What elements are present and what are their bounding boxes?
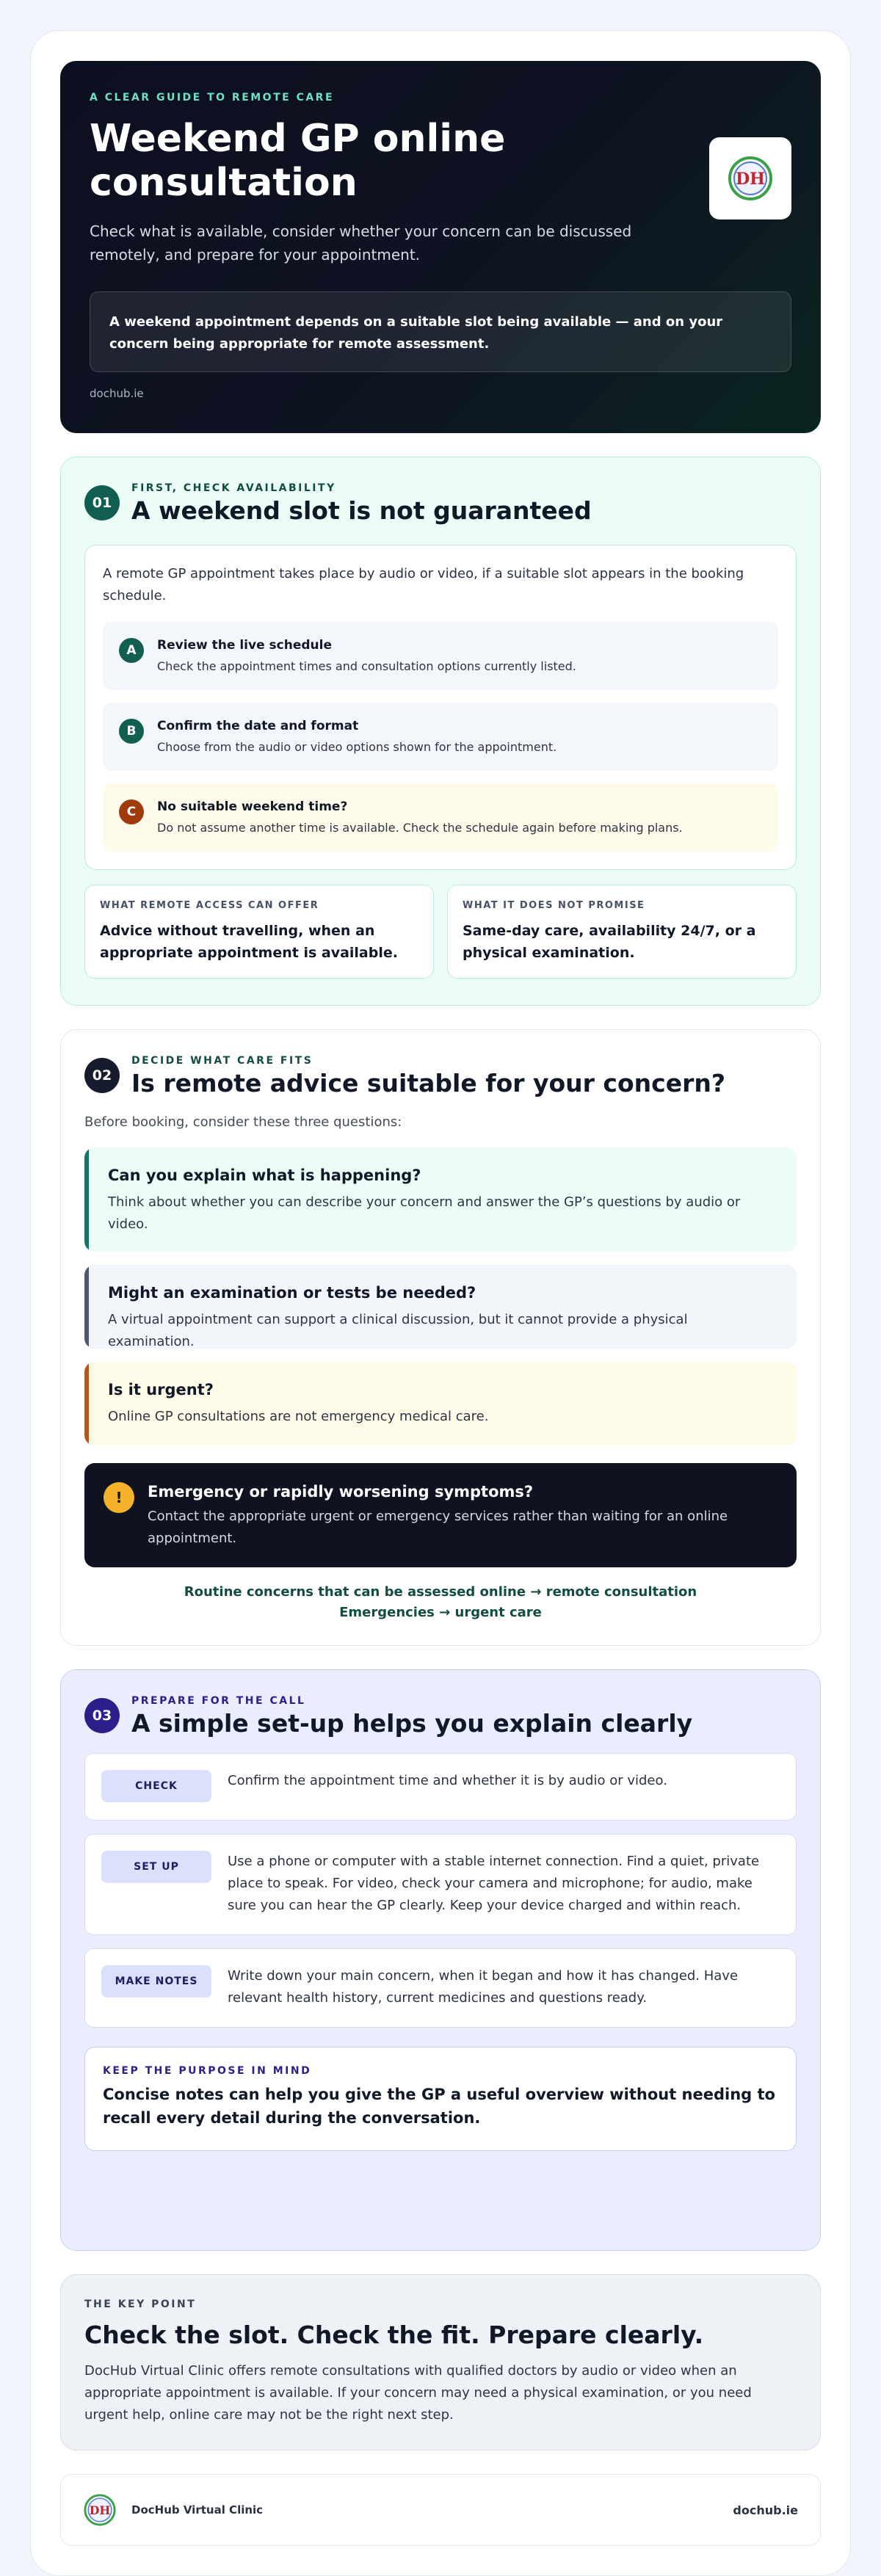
routing-line-emergency: Emergencies → urgent care <box>339 1605 542 1620</box>
hero-banner <box>60 61 821 433</box>
purpose-text: Concise notes can help you give the GP a useful overview without needing to recall every detail during the conversation. <box>103 2086 775 2127</box>
hero-note: A weekend appointment depends on a suitable slot being available — and on your concern being appropriate for remote assessment. <box>90 291 791 372</box>
question-title: Can you explain what is happening? <box>108 1167 421 1184</box>
prep-tag: MAKE NOTES <box>101 1965 211 1998</box>
question-title: Is it urgent? <box>108 1381 214 1398</box>
suitability-intro: Before booking, consider these three questions: <box>84 1114 402 1130</box>
section-number-badge: 02 <box>84 1058 120 1093</box>
prep-text: Use a phone or computer with a stable internet connection. Find a quiet, private place to speak. For video, check your camera and microphone; for audio, make sure you can hear the GP clearly. Keep your device charged and within reach. <box>228 1854 760 1913</box>
hero-subtitle: Check what is available, consider whether your concern can be discussed remotely, and prepare for your appointment. <box>90 222 632 264</box>
question-description: Think about whether you can describe your concern and answer the GP’s questions by audio or video. <box>108 1194 741 1232</box>
hero-domain: dochub.ie <box>90 387 144 400</box>
prep-item-check <box>84 1753 797 1821</box>
emergency-title: Emergency or rapidly worsening symptoms? <box>148 1483 534 1501</box>
question-examination <box>84 1265 797 1349</box>
page-card <box>30 30 851 2576</box>
question-description: Online GP consultations are not emergency medical care. <box>108 1409 489 1424</box>
availability-steps-box <box>84 545 797 870</box>
hero-eyebrow: A CLEAR GUIDE TO REMOTE CARE <box>90 92 335 104</box>
no-promise-card <box>447 885 797 979</box>
dochub-logo-icon <box>727 155 774 202</box>
step-description: Do not assume another time is available. Check the schedule again before making plans. <box>157 821 683 835</box>
prep-tag: CHECK <box>101 1770 211 1802</box>
warning-icon: ! <box>104 1482 134 1513</box>
section-title: A weekend slot is not guaranteed <box>131 496 592 525</box>
offer-vs-promise <box>84 885 797 979</box>
step-title: Confirm the date and format <box>157 719 359 733</box>
key-point-title: Check the slot. Check the fit. Prepare clearly. <box>84 2321 704 2349</box>
section-title: Is remote advice suitable for your concern? <box>131 1069 726 1097</box>
step-review-schedule <box>103 622 778 690</box>
prep-text: Confirm the appointment time and whether it is by audio or video. <box>228 1773 667 1788</box>
dochub-logo <box>709 137 791 219</box>
section-eyebrow: PREPARE FOR THE CALL <box>131 1695 306 1707</box>
footer-domain-link[interactable]: dochub.ie <box>733 2503 798 2517</box>
emergency-description: Contact the appropriate urgent or emergency services rather than waiting for an online appointment. <box>148 1509 728 1546</box>
key-point-panel <box>60 2274 821 2450</box>
prep-text: Write down your main concern, when it began and how it has changed. Have relevant health history, current medicines and questions ready. <box>228 1968 739 2006</box>
step-badge: B <box>119 719 144 744</box>
step-description: Choose from the audio or video options shown for the appointment. <box>157 740 557 754</box>
step-confirm-date <box>103 703 778 771</box>
question-explain <box>84 1147 797 1252</box>
step-no-weekend-time <box>103 783 778 852</box>
key-point-label: THE KEY POINT <box>84 2299 197 2310</box>
section-number-badge: 01 <box>84 485 120 520</box>
step-description: Check the appointment times and consultation options currently listed. <box>157 659 576 673</box>
purpose-callout <box>84 2047 797 2151</box>
section-number-badge: 03 <box>84 1698 120 1733</box>
section-header <box>84 1053 797 1098</box>
footer-brand: DocHub Virtual Clinic <box>131 2503 264 2517</box>
no-promise-label: WHAT IT DOES NOT PROMISE <box>463 900 645 911</box>
section-header <box>84 1694 797 1738</box>
dochub-logo-icon <box>83 2493 117 2527</box>
availability-intro: A remote GP appointment takes place by audio or video, if a suitable slot appears in the booking schedule. <box>103 566 744 603</box>
section-suitability <box>60 1029 821 1646</box>
svg-text:DH: DH <box>736 170 765 189</box>
step-badge: C <box>119 799 144 824</box>
section-preparation <box>60 1669 821 2251</box>
page-title: Weekend GP online consultation <box>90 117 506 205</box>
section-title: A simple set-up helps you explain clearly <box>131 1709 693 1738</box>
emergency-callout <box>84 1463 797 1567</box>
question-title: Might an examination or tests be needed? <box>108 1284 476 1302</box>
routing-line-routine: Routine concerns that can be assessed online → remote consultation <box>184 1584 697 1600</box>
step-title: No suitable weekend time? <box>157 799 348 814</box>
prep-tag: SET UP <box>101 1851 211 1883</box>
care-routing-summary <box>84 1582 797 1623</box>
key-point-description: DocHub Virtual Clinic offers remote consultations with qualified doctors by audio or video when an appropriate appointment is available. If your concern may need a physical examination, or you need urgent help, online care may not be the right next step. <box>84 2363 752 2423</box>
section-eyebrow: DECIDE WHAT CARE FITS <box>131 1055 313 1067</box>
step-badge: A <box>119 638 144 663</box>
offer-label: WHAT REMOTE ACCESS CAN OFFER <box>100 900 319 911</box>
section-header <box>84 481 797 526</box>
no-promise-text: Same-day care, availability 24/7, or a physical examination. <box>463 923 756 961</box>
section-eyebrow: FIRST, CHECK AVAILABILITY <box>131 482 336 494</box>
offer-text: Advice without travelling, when an appropriate appointment is available. <box>100 923 398 961</box>
page-footer <box>60 2474 821 2546</box>
step-title: Review the live schedule <box>157 638 332 653</box>
purpose-label: KEEP THE PURPOSE IN MIND <box>103 2065 312 2077</box>
question-urgent <box>84 1362 797 1445</box>
section-availability <box>60 457 821 1006</box>
prep-item-notes <box>84 1948 797 2028</box>
offer-card <box>84 885 434 979</box>
question-description: A virtual appointment can support a clinical discussion, but it cannot provide a physical examination. <box>108 1312 688 1349</box>
footer-brand-group <box>83 2493 263 2527</box>
svg-text:DH: DH <box>89 2503 111 2517</box>
prep-item-setup <box>84 1834 797 1935</box>
